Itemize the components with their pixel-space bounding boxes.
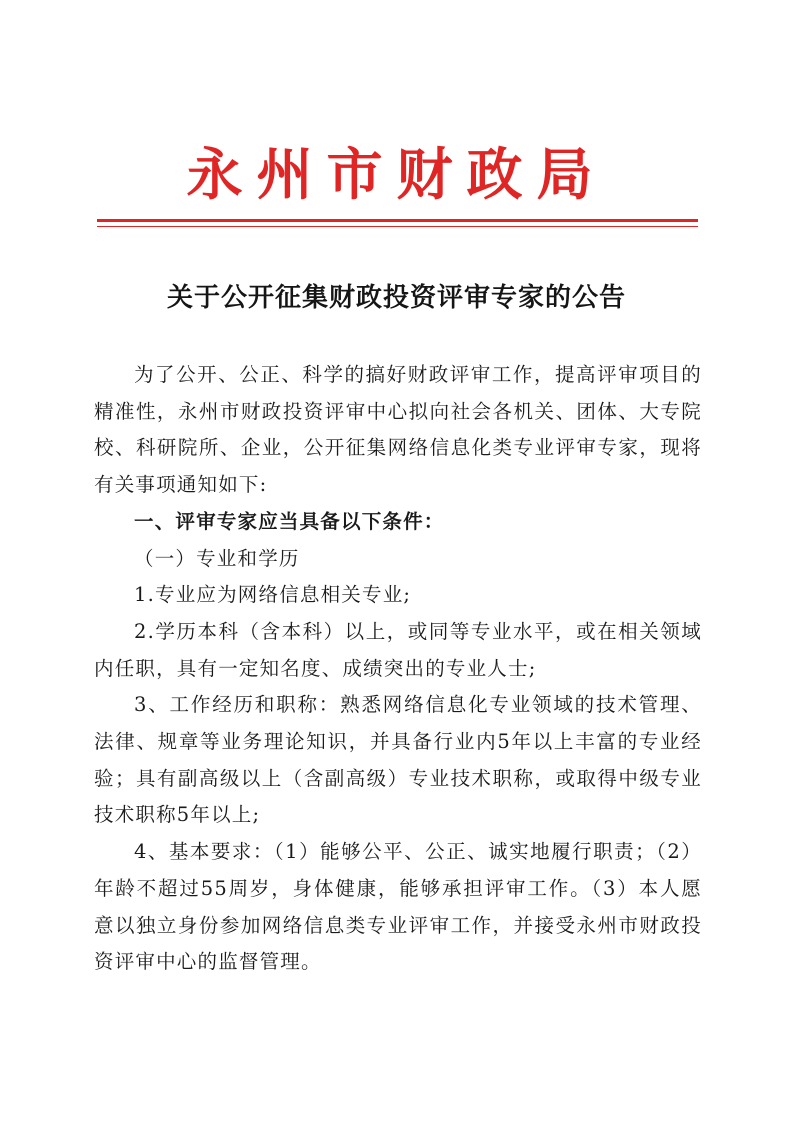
requirement-item: 1.专业应为网络信息相关专业; [134, 583, 412, 607]
letterhead-org-name: 永州市财政局 [186, 142, 607, 208]
document-title: 关于公开征集财政投资评审专家的公告 [166, 283, 626, 313]
requirement-item: 2.学历本科（含本科）以上，或同等专业水平，或在相关领域内任职，具有一定知名度、成绩突出的专业人士; [94, 619, 702, 680]
requirement-item: 3、工作经历和职称：熟悉网络信息化专业领域的技术管理、法律、规章等业务理论知识，并具备行业内5年以上丰富的专业经验；具有副高级以上（含副高级）专业技术职称，或取得中级专业技术职称5年以上; [94, 693, 702, 827]
subsection-heading: （一）专业和学历 [134, 546, 300, 570]
document-body [94, 357, 702, 981]
intro-paragraph: 为了公开、公正、科学的搞好财政评审工作，提高评审项目的精准性，永州市财政投资评审中心拟向社会各机关、团体、大专院校、科研院所、企业，公开征集网络信息化类专业评审专家，现将有关事项通知如下: [94, 363, 702, 497]
section-heading: 一、评审专家应当具备以下条件： [134, 509, 445, 533]
letterhead-divider-thin [97, 226, 698, 227]
requirement-item: 4、基本要求：（1）能够公平、公正、诚实地履行职责；（2）年龄不超过55周岁，身体健康，能够承担评审工作。（3）本人愿意以独立身份参加网络信息类专业评审工作，并接受永州市财政投资评审中心的监督管理。 [94, 840, 702, 974]
letterhead-divider-thick [97, 219, 698, 222]
